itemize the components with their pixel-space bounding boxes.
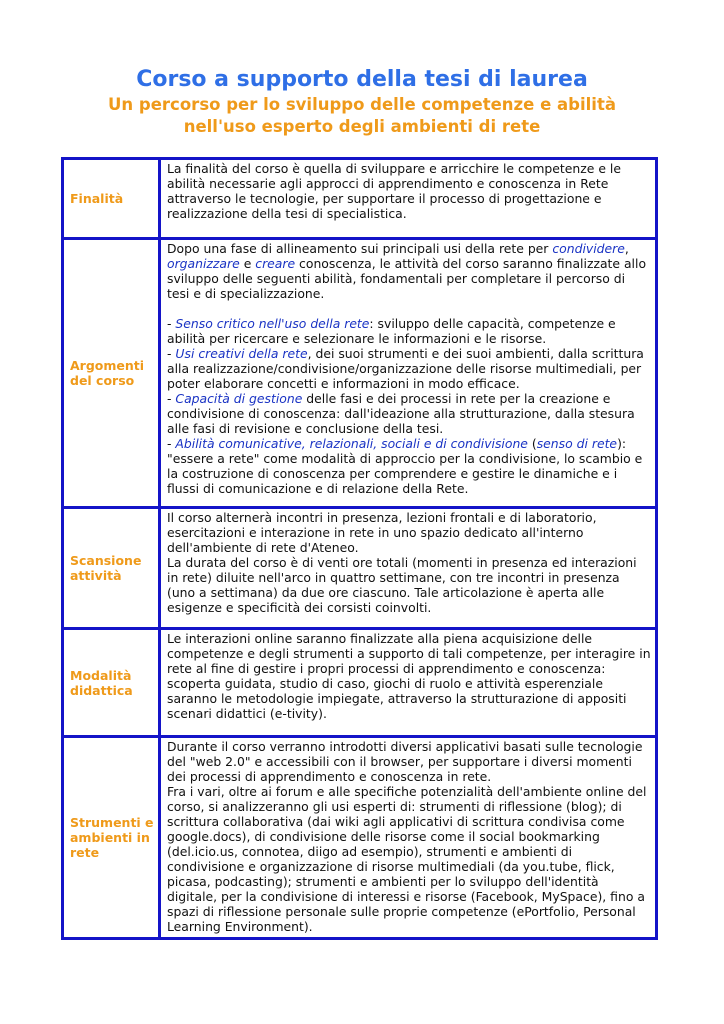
row-scansione — [63, 508, 656, 629]
strumenti-text-1: Durante il corso verranno introdotti diversi applicativi basati sulle tecnologie del "web 2.0" e accessibili con il browser, per supportare i diversi momenti dei processi di apprendimento e conoscenza in rete. — [167, 739, 643, 784]
argomenti-item-1: - Senso critico nell'uso della rete: sviluppo delle capacità, competenze e abilità per ricercare e selezionare le informazioni e le risorse. — [167, 316, 616, 346]
content-argomenti — [160, 239, 656, 508]
highlight-creare: creare — [255, 256, 296, 271]
content-scansione — [160, 508, 656, 629]
page-title: Corso a supporto della tesi di laurea — [136, 67, 588, 92]
label-argomenti: Argomenti del corso — [63, 239, 160, 508]
label-strumenti: Strumenti e ambienti in rete — [63, 737, 160, 938]
strumenti-text-2: Fra i vari, oltre ai forum e alle specifiche potenzialità dell'ambiente online del corso, si analizzeranno gli usi esperti di: strumenti di riflessione (blog); di scrittura collaborativa (dai wiki agli applicativi di scrittura condivisa come google.docs), di condivisione delle risorse come il social bookmarking (del.icio.us, connotea, diigo ad esempio), strumenti e ambienti di condivisione e organizzazione di risorse multimediali (da you.tube, flick, picasa, podcasting); strumenti e ambienti per lo sviluppo dell'identità digitale, per la condivisione di interessi e risorse (Facebook, MySpace), fino a spazi di riflessione personale sulle proprie competenze (ePortfolio, Personal Learning Environment). — [167, 784, 647, 934]
row-finalita — [63, 159, 656, 239]
highlight-organizzare: organizzare — [167, 256, 240, 271]
label-finalita: Finalità — [63, 159, 160, 239]
argomenti-item-3: - Capacità di gestione delle fasi e dei processi in rete per la creazione e condivisione di conoscenza: dall'ideazione alla strutturazione, dalla stesura alle fasi di revisione e conclusione della tesi. — [167, 391, 635, 436]
label-modalita: Modalità didattica — [63, 629, 160, 737]
label-scansione: Scansione attività — [63, 508, 160, 629]
argomenti-item-2: - Usi creativi della rete, dei suoi strumenti e dei suoi ambienti, dalla scrittura alla realizzazione/condivisione/organizzazione delle risorse multimediali, per poter elaborare concetti e informazioni in modo efficace. — [167, 346, 644, 391]
scansione-text-2: La durata del corso è di venti ore totali (momenti in presenza ed interazioni in rete) diluite nell'arco in quattro settimane, con tre incontri in presenza (uno a settimana) da due ore ciascuno. Tale articolazione è aperta alle esigenze e specificità dei corsisti coinvolti. — [167, 555, 637, 615]
paragraph-gap — [167, 301, 651, 316]
content-modalita — [160, 629, 656, 737]
page-subtitle — [0, 94, 724, 138]
modalita-text: Le interazioni online saranno finalizzate alla piena acquisizione delle competenze e degli strumenti a supporto di tali competenze, per interagire in rete al fine di gestire i propri processi di apprendimento e conoscenza: scoperta guidata, studio di caso, giochi di ruolo e attività esperenziale saranno le metodologie impiegate, attraverso la strutturazione di appositi scenari didattici (e-tivity). — [167, 631, 651, 721]
scansione-text-1: Il corso alternerà incontri in presenza, lezioni frontali e di laboratorio, esercitazioni e interazione in rete in uno spazio dedicato all'interno dell'ambiente di rete d'Ateneo. — [167, 510, 597, 555]
row-modalita — [63, 629, 656, 737]
subtitle-line-1: Un percorso per lo sviluppo delle competenze e abilità — [108, 95, 616, 114]
row-strumenti — [63, 737, 656, 938]
subtitle-line-2: nell'uso esperto degli ambienti di rete — [183, 117, 541, 136]
content-finalita — [160, 159, 656, 239]
highlight-condividere: condividere — [552, 241, 625, 256]
argomenti-intro: Dopo una fase di allineamento sui principali usi della rete per condividere, organizzare e creare conoscenza, le attività del corso saranno finalizzate allo sviluppo delle seguenti abilità, fondamentali per completare il percorso di tesi e di specializzazione. — [167, 241, 647, 301]
content-strumenti — [160, 737, 656, 938]
row-argomenti — [63, 239, 656, 508]
finalita-text: La finalità del corso è quella di sviluppare e arricchire le competenze e le abilità necessarie agli approcci di apprendimento e conoscenza in Rete attraverso le tecnologie, per supportare il processo di progettazione e realizzazione della tesi di specialistica. — [167, 161, 621, 221]
argomenti-item-4: - Abilità comunicative, relazionali, sociali e di condivisione (senso di rete): "essere a rete" come modalità di approccio per la condivisione, lo scambio e la costruzione di conoscenza per comprendere e gestire le dinamiche e i flussi di comunicazione e di relazione della Rete. — [167, 436, 643, 496]
course-table — [61, 157, 658, 940]
